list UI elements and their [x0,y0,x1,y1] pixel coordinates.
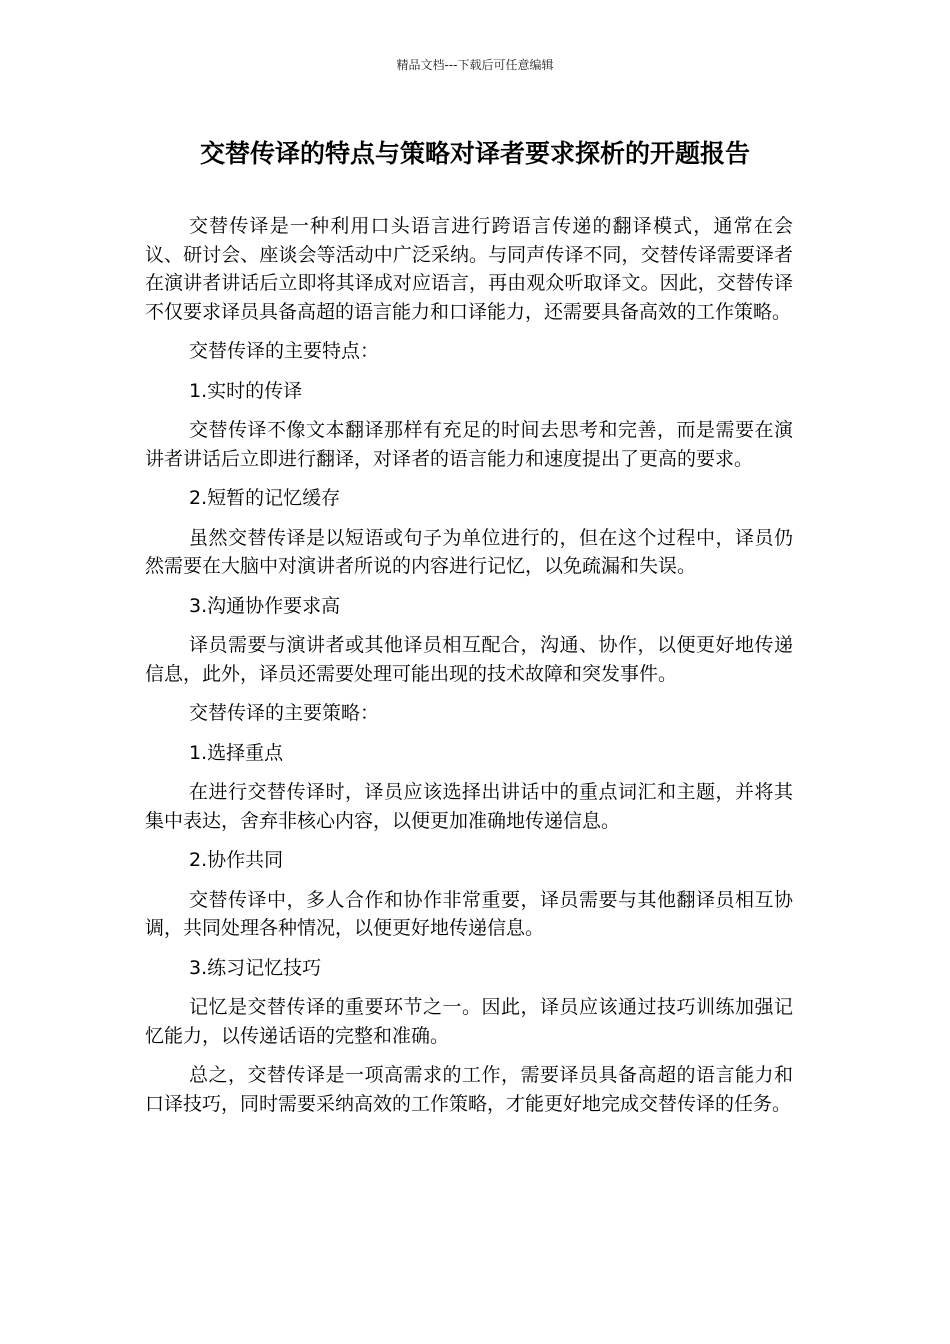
feature-heading-1: 1.实时的传译 [189,379,303,402]
feature-heading-3: 3.沟通协作要求高 [189,594,341,617]
document-body [145,212,793,1129]
section-heading-features: 交替传译的主要特点： [189,340,380,362]
page-header: 精品文档---下载后可任意编辑 [396,58,554,72]
paragraph-conclusion: 总之，交替传译是一项高需求的工作，需要译员具备高超的语言能力和口译技巧，同时需要采纳高效的工作策略，才能更好地完成交替传译的任务。 [145,1064,793,1115]
feature-heading-2: 2.短暂的记忆缓存 [189,487,341,509]
feature-paragraph-2: 虽然交替传译是以短语或句子为单位进行的，但在这个过程中，译员仍然需要在大脑中对演讲者所说的内容进行记忆，以免疏漏和失误。 [145,526,793,577]
paragraph-intro: 交替传译是一种利用口头语言进行跨语言传递的翻译模式，通常在会议、研讨会、座谈会等活动中广泛采纳。与同声传译不同，交替传译需要译者在演讲者讲话后立即将其译成对应语言，再由观众听取译文。因此，交替传译不仅要求译员具备高超的语言能力和口译能力，还需要具备高效的工作策略。 [145,215,793,323]
strategy-heading-3: 3.练习记忆技巧 [189,956,322,979]
section-heading-strategies: 交替传译的主要策略： [189,702,380,724]
strategy-paragraph-3: 记忆是交替传译的重要环节之一。因此，译员应该通过技巧训练加强记忆能力，以传递话语的完整和准确。 [145,996,793,1047]
strategy-heading-2: 2.协作共同 [189,849,284,871]
strategy-paragraph-1: 在进行交替传译时，译员应该选择出讲话中的重点词汇和主题，并将其集中表达，舍弃非核心内容，以便更加准确地传递信息。 [145,781,793,832]
document-title: 交替传译的特点与策略对译者要求探析的开题报告 [199,139,750,168]
feature-paragraph-3: 译员需要与演讲者或其他译员相互配合，沟通、协作，以便更好地传递信息，此外，译员还需要处理可能出现的技术故障和突发事件。 [145,634,793,685]
strategy-paragraph-2: 交替传译中，多人合作和协作非常重要，译员需要与其他翻译员相互协调，共同处理各种情况，以便更好地传递信息。 [145,888,793,939]
strategy-heading-1: 1.选择重点 [189,741,284,764]
feature-paragraph-1: 交替传译不像文本翻译那样有充足的时间去思考和完善，而是需要在演讲者讲话后立即进行翻译，对译者的语言能力和速度提出了更高的要求。 [145,419,793,470]
